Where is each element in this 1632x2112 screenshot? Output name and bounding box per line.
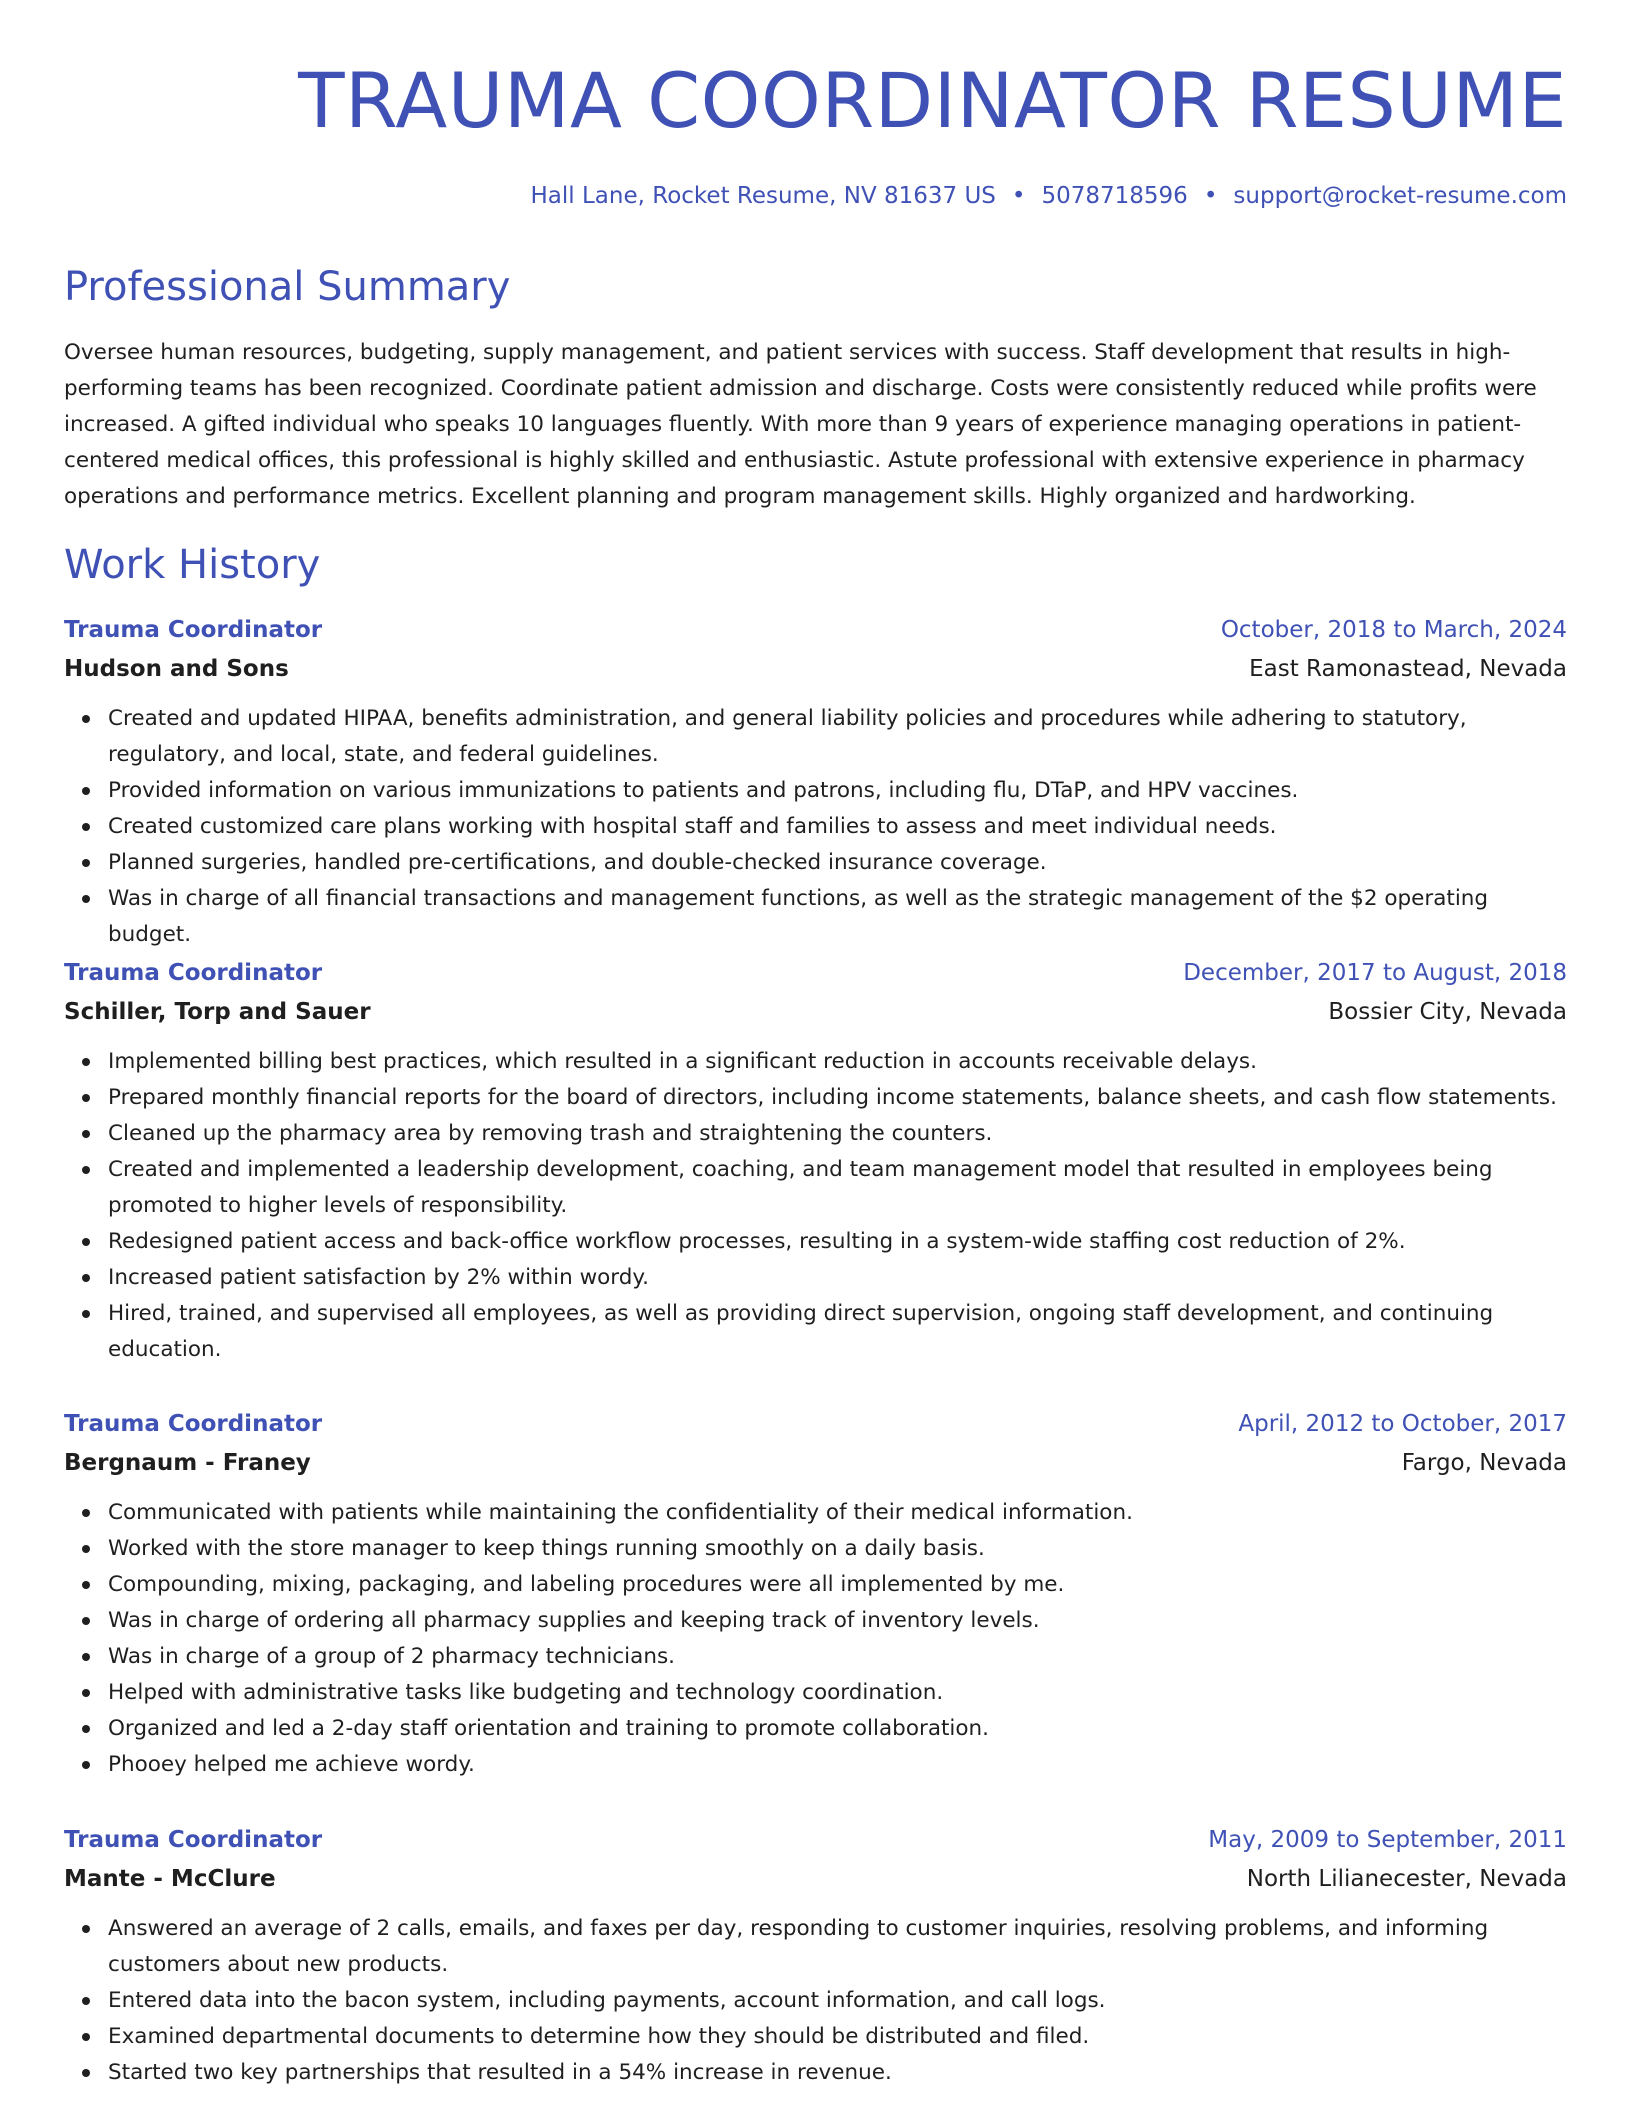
job-dates: October, 2018 to March, 2024 bbox=[1220, 617, 1567, 643]
job-title-row bbox=[64, 1822, 1567, 1861]
job-entry bbox=[64, 1406, 1567, 1783]
job-company: Mante - McClure bbox=[64, 1866, 276, 1892]
job-company-row bbox=[64, 651, 1567, 690]
job-location: Fargo, Nevada bbox=[1401, 1450, 1567, 1476]
job-entry bbox=[64, 612, 1567, 953]
job-dates: December, 2017 to August, 2018 bbox=[1183, 960, 1567, 986]
job-bullet: Phooey helped me achieve wordy. bbox=[108, 1747, 1567, 1783]
contact-separator: • bbox=[1011, 183, 1026, 209]
job-bullet: Created and updated HIPAA, benefits administration, and general liability policies and procedures while adhering to statutory, regulatory, and local, state, and federal guidelines. bbox=[108, 701, 1567, 773]
job-bullet: Helped with administrative tasks like budgeting and technology coordination. bbox=[108, 1675, 1567, 1711]
job-bullet: Created customized care plans working with hospital staff and families to assess and meet individual needs. bbox=[108, 809, 1567, 845]
job-bullet: Provided information on various immunizations to patients and patrons, including flu, DTaP, and HPV vaccines. bbox=[108, 773, 1567, 809]
job-bullet: Created and implemented a leadership development, coaching, and team management model that resulted in employees being promoted to higher levels of responsibility. bbox=[108, 1152, 1567, 1224]
contact-line bbox=[531, 180, 1567, 212]
job-title: Trauma Coordinator bbox=[64, 1827, 323, 1853]
job-bullet: Compounding, mixing, packaging, and labeling procedures were all implemented by me. bbox=[108, 1567, 1567, 1603]
job-company: Bergnaum - Franey bbox=[64, 1450, 311, 1476]
summary-heading: Professional Summary bbox=[64, 264, 511, 310]
contact-address: Hall Lane, Rocket Resume, NV 81637 US bbox=[530, 183, 996, 209]
job-title-row bbox=[64, 612, 1567, 651]
job-bullets bbox=[64, 1044, 1567, 1368]
job-bullet: Was in charge of ordering all pharmacy supplies and keeping track of inventory levels. bbox=[108, 1603, 1567, 1639]
job-bullet: Entered data into the bacon system, including payments, account information, and call logs. bbox=[108, 1983, 1567, 2019]
job-bullet: Planned surgeries, handled pre-certifications, and double-checked insurance coverage. bbox=[108, 845, 1567, 881]
job-title-row bbox=[64, 955, 1567, 994]
job-title-row bbox=[64, 1406, 1567, 1445]
job-company: Hudson and Sons bbox=[64, 656, 289, 682]
job-company-row bbox=[64, 1445, 1567, 1484]
job-title: Trauma Coordinator bbox=[64, 617, 323, 643]
contact-email: support@rocket-resume.com bbox=[1233, 183, 1567, 209]
job-bullet: Increased patient satisfaction by 2% within wordy. bbox=[108, 1260, 1567, 1296]
job-company-row bbox=[64, 1861, 1567, 1900]
job-bullet: Worked with the store manager to keep things running smoothly on a daily basis. bbox=[108, 1531, 1567, 1567]
job-bullets bbox=[64, 1495, 1567, 1783]
job-bullet: Hired, trained, and supervised all employees, as well as providing direct supervision, ongoing staff development, and continuing education. bbox=[108, 1296, 1567, 1368]
job-bullet: Examined departmental documents to determine how they should be distributed and filed. bbox=[108, 2019, 1567, 2055]
job-title: Trauma Coordinator bbox=[64, 1411, 323, 1437]
resume-title: TRAUMA COORDINATOR RESUME bbox=[298, 56, 1567, 145]
job-company-row bbox=[64, 994, 1567, 1033]
job-title: Trauma Coordinator bbox=[64, 960, 323, 986]
job-bullet: Implemented billing best practices, which resulted in a significant reduction in accounts receivable delays. bbox=[108, 1044, 1567, 1080]
job-bullets bbox=[64, 701, 1567, 953]
job-company: Schiller, Torp and Sauer bbox=[64, 999, 371, 1025]
contact-phone: 5078718596 bbox=[1041, 183, 1188, 209]
job-bullet: Was in charge of a group of 2 pharmacy technicians. bbox=[108, 1639, 1567, 1675]
job-dates: May, 2009 to September, 2011 bbox=[1208, 1827, 1567, 1853]
job-location: Bossier City, Nevada bbox=[1328, 999, 1567, 1025]
job-bullet: Cleaned up the pharmacy area by removing trash and straightening the counters. bbox=[108, 1116, 1567, 1152]
summary-text: Oversee human resources, budgeting, supply management, and patient services with success. Staff development that results in high-performing teams has been recognized. Coordinate patient admission and discharge. Costs were consistently reduced while profits were increased. A gifted individual who speaks 10 languages fluently. With more than 9 years of experience managing operations in patient-centered medical offices, this professional is highly skilled and enthusiastic. Astute professional with extensive experience in pharmacy operations and performance metrics. Excellent planning and program management skills. Highly organized and hardworking. bbox=[64, 340, 1537, 509]
work-history-heading: Work History bbox=[64, 542, 321, 588]
job-bullet: Started two key partnerships that resulted in a 54% increase in revenue. bbox=[108, 2055, 1567, 2091]
contact-separator: • bbox=[1203, 183, 1218, 209]
job-bullets bbox=[64, 1911, 1567, 2091]
job-entry bbox=[64, 955, 1567, 1368]
job-dates: April, 2012 to October, 2017 bbox=[1238, 1411, 1567, 1437]
job-bullet: Prepared monthly financial reports for the board of directors, including income statements, balance sheets, and cash flow statements. bbox=[108, 1080, 1567, 1116]
job-bullet: Answered an average of 2 calls, emails, and faxes per day, responding to customer inquiries, resolving problems, and informing customers about new products. bbox=[108, 1911, 1567, 1983]
job-bullet: Was in charge of all financial transactions and management functions, as well as the strategic management of the $2 operating budget. bbox=[108, 881, 1567, 953]
job-bullet: Communicated with patients while maintaining the confidentiality of their medical information. bbox=[108, 1495, 1567, 1531]
job-bullet: Redesigned patient access and back-office workflow processes, resulting in a system-wide staffing cost reduction of 2%. bbox=[108, 1224, 1567, 1260]
job-bullet: Organized and led a 2-day staff orientation and training to promote collaboration. bbox=[108, 1711, 1567, 1747]
job-location: North Lilianecester, Nevada bbox=[1246, 1866, 1567, 1892]
job-entry bbox=[64, 1822, 1567, 2091]
job-location: East Ramonastead, Nevada bbox=[1249, 656, 1567, 682]
